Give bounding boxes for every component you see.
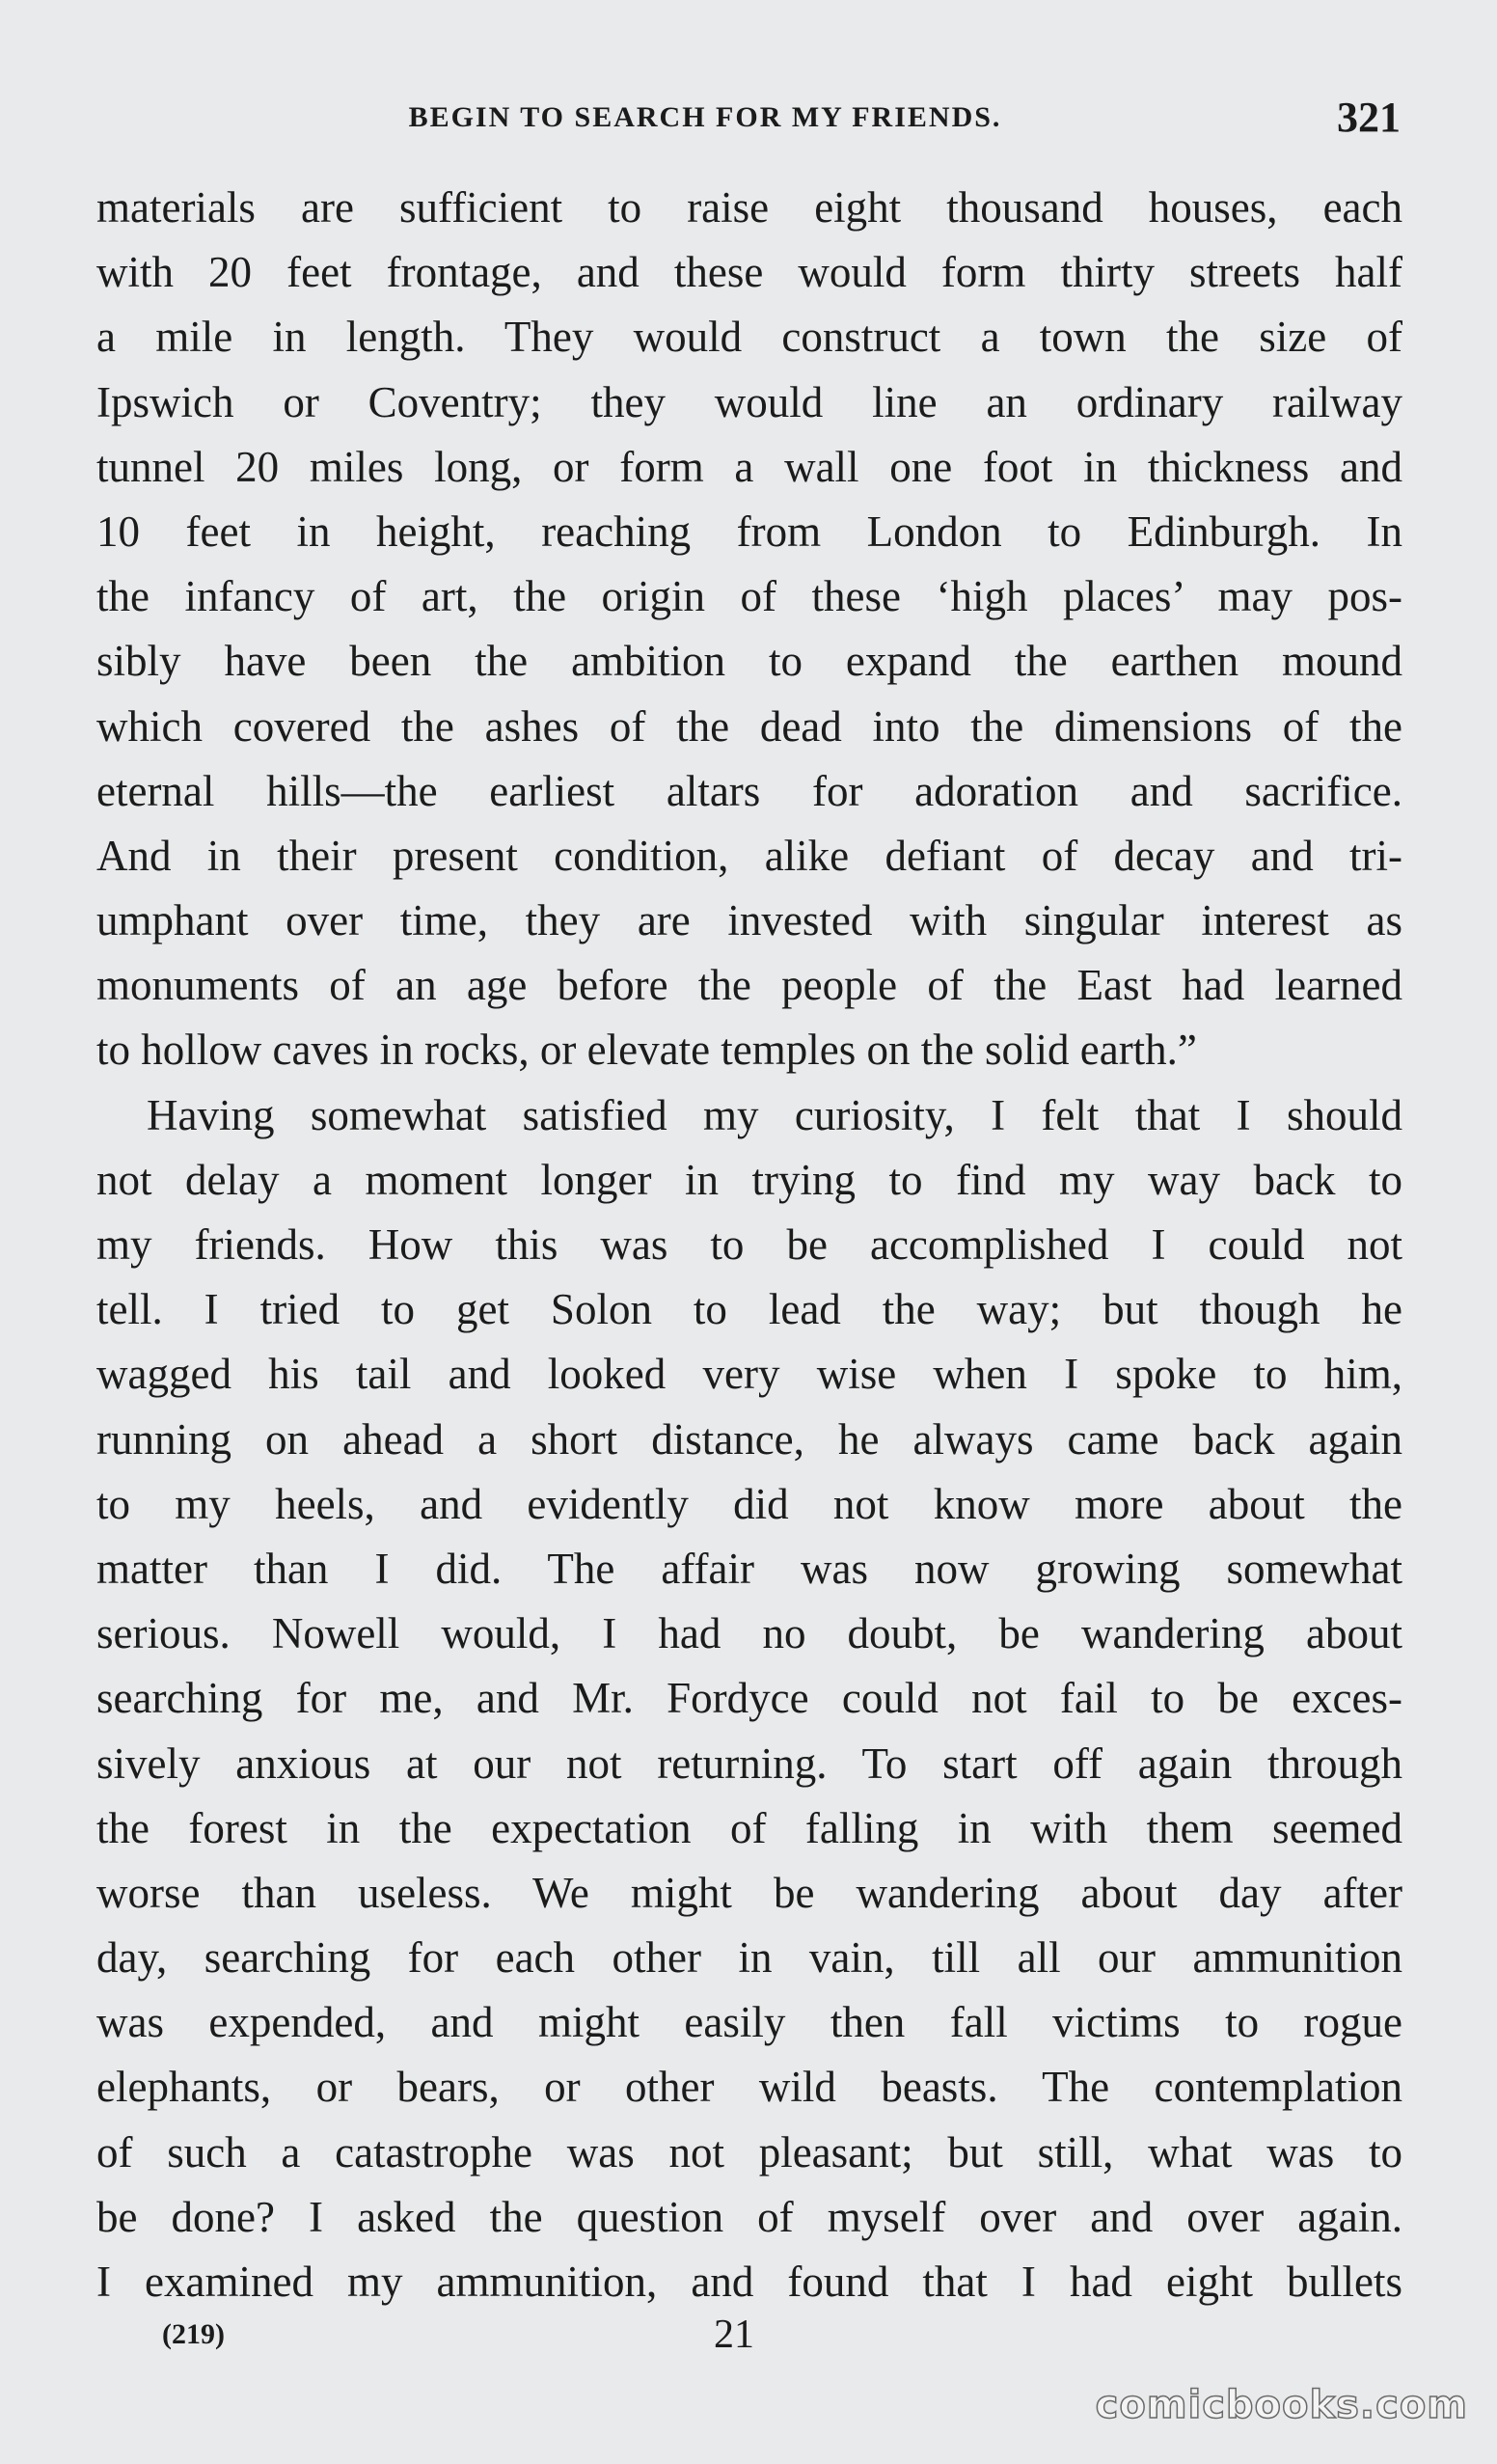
signature-mark: (219) <box>162 2318 225 2350</box>
text-line: matter than I did. The affair was now growing somewhat <box>96 1544 1402 1593</box>
text-line: serious. Nowell would, I had no doubt, be wandering about <box>96 1609 1402 1658</box>
text-line: sibly have been the ambition to expand the earthen mound <box>96 637 1402 686</box>
text-line: of such a catastrophe was not pleasant; but still, what was to <box>96 2127 1402 2177</box>
folio-number: 21 <box>714 2313 754 2357</box>
text-line: my friends. How this was to be accomplished I could not <box>96 1220 1402 1269</box>
text-line: elephants, or bears, or other wild beasts. The contemplation <box>96 2063 1402 2112</box>
body-text <box>96 176 1402 2314</box>
text-line: Having somewhat satisfied my curiosity, I felt that I should <box>147 1090 1402 1139</box>
text-line: 10 feet in height, reaching from London to Edinburgh. In <box>96 506 1402 556</box>
text-line: materials are sufficient to raise eight thousand houses, each <box>96 183 1402 232</box>
text-line: the infancy of art, the origin of these ‘high places’ may pos- <box>96 572 1402 621</box>
text-line: tunnel 20 miles long, or form a wall one foot in thickness and <box>96 442 1402 491</box>
watermark-logo: comicbooks.com <box>1095 2383 1468 2427</box>
text-line: a mile in length. They would construct a town the size of <box>96 313 1402 362</box>
text-line: tell. I tried to get Solon to lead the way; but though he <box>96 1285 1402 1334</box>
text-line: umphant over time, they are invested with singular interest as <box>96 896 1402 945</box>
text-line: eternal hills—the earliest altars for adoration and sacrifice. <box>96 766 1402 815</box>
text-line: with 20 feet frontage, and these would form thirty streets half <box>96 248 1402 297</box>
text-line: wagged his tail and looked very wise when I spoke to him, <box>96 1350 1402 1399</box>
text-line: to my heels, and evidently did not know more about the <box>96 1479 1402 1528</box>
text-line: Ipswich or Coventry; they would line an ordinary railway <box>96 377 1402 426</box>
text-line: the forest in the expectation of falling in with them seemed <box>96 1803 1402 1852</box>
text-line: which covered the ashes of the dead into the dimensions of the <box>96 701 1402 751</box>
text-line: searching for me, and Mr. Fordyce could not fail to be exces- <box>96 1674 1402 1723</box>
text-line: worse than useless. We might be wandering about day after <box>96 1868 1402 1917</box>
text-line: monuments of an age before the people of the East had learned <box>96 961 1402 1010</box>
text-line: day, searching for each other in vain, till all our ammunition <box>96 1933 1402 1983</box>
text-line: to hollow caves in rocks, or elevate temples on the solid earth.” <box>96 1026 1197 1075</box>
text-line: I examined my ammunition, and found that I had eight bullets <box>96 2258 1402 2306</box>
running-title: BEGIN TO SEARCH FOR MY FRIENDS. <box>408 101 1002 133</box>
running-head <box>96 89 1401 147</box>
text-line: be done? I asked the question of myself over and over again. <box>96 2192 1402 2241</box>
text-line: not delay a moment longer in trying to find my way back to <box>96 1155 1402 1204</box>
text-line: And in their present condition, alike defiant of decay and tri- <box>96 831 1402 880</box>
page-number: 321 <box>1337 94 1401 141</box>
text-line: was expended, and might easily then fall victims to rogue <box>96 1998 1402 2047</box>
text-line: running on ahead a short distance, he always came back again <box>96 1414 1402 1464</box>
text-line: sively anxious at our not returning. To start off again through <box>96 1738 1402 1788</box>
